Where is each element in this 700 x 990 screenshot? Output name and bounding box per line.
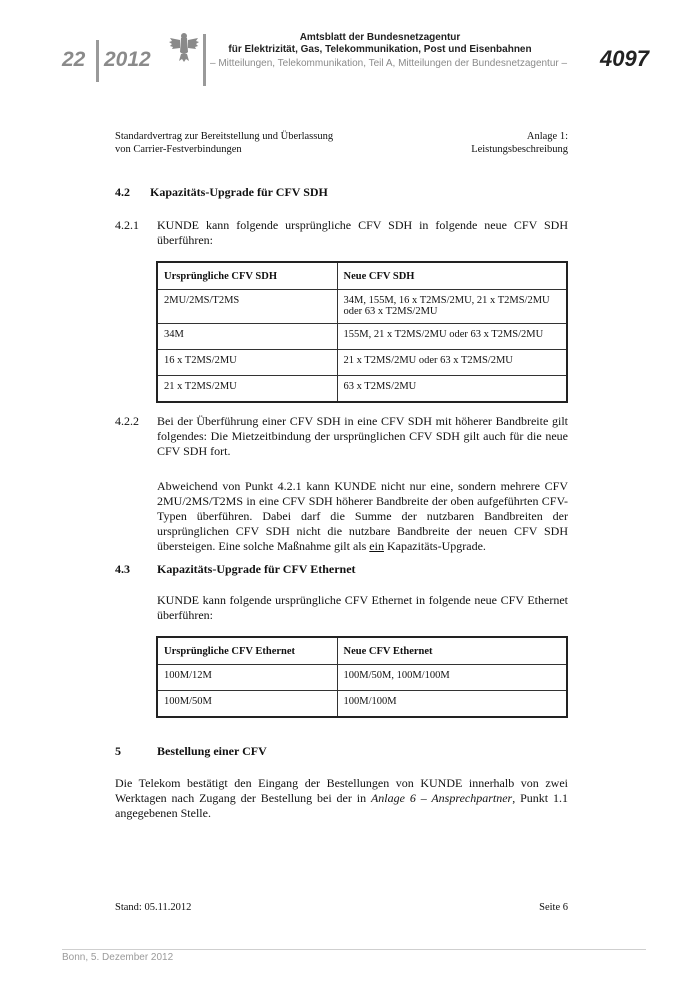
section-number: 5 xyxy=(115,744,121,758)
annex-label-line: Leistungsbeschreibung xyxy=(471,144,568,155)
ethernet-upgrade-table xyxy=(156,636,568,718)
table-cell: 34M, 155M, 16 x T2MS/2MU, 21 x T2MS/2MU oder 63 x T2MS/2MU xyxy=(337,290,567,324)
table-row xyxy=(157,324,567,350)
table-cell: 21 x T2MS/2MU oder 63 x T2MS/2MU xyxy=(337,350,567,376)
publication-place-date: Bonn, 5. Dezember 2012 xyxy=(62,952,174,963)
annex-label xyxy=(471,130,568,156)
table-header-cell: Ursprüngliche CFV Ethernet xyxy=(157,637,337,665)
gazette-title: Amtsblatt der Bundesnetzagentur xyxy=(299,32,461,43)
document-date: Stand: 05.11.2012 xyxy=(115,902,192,913)
paragraph-text: , Punkt 1.1 angegebenen Stelle. xyxy=(115,791,568,820)
table-cell: 34M xyxy=(157,324,337,350)
document-page: Seite 6 xyxy=(539,902,568,913)
table-cell: 63 x T2MS/2MU xyxy=(337,376,567,402)
paragraph: KUNDE kann folgende ursprüngliche CFV SDH in folgende neue CFV SDH überführen: xyxy=(157,218,568,247)
paragraph-text: Abweichend von Punkt 4.2.1 kann KUNDE nicht nur eine, sondern mehrere CFV 2MU/2MS/T2MS in eine CFV SDH höherer Bandbreite der oben aufgeführten CFV-Typen überführen. Dabei darf die Summe der nutzbaren Bandbreiten der ursprünglichen CFV SDH nicht die nutzbare Bandbreite der neuen CFV SDH übersteigen. Eine solche Maßnahme gilt als xyxy=(157,479,568,553)
paragraph xyxy=(157,479,568,554)
footer-divider xyxy=(62,949,646,950)
section-number: 4.3 xyxy=(115,562,130,576)
federal-eagle-icon xyxy=(168,30,200,66)
issue-year: 2012 xyxy=(104,48,151,71)
annex-label-line: Anlage 1: xyxy=(526,131,568,142)
paragraph xyxy=(115,776,568,821)
emphasis-text: ein xyxy=(369,539,384,553)
table-cell: 100M/12M xyxy=(157,665,337,691)
table-cell: 16 x T2MS/2MU xyxy=(157,350,337,376)
table-cell: 100M/50M xyxy=(157,691,337,717)
section-number: 4.2 xyxy=(115,185,130,199)
document-title-line: von Carrier-Festverbindungen xyxy=(115,144,242,155)
sdh-upgrade-table xyxy=(156,261,568,403)
table-header-cell: Neue CFV Ethernet xyxy=(337,637,567,665)
paragraph: Bei der Überführung einer CFV SDH in eine CFV SDH mit höherer Bandbreite gilt folgendes: Die Mietzeitbindung der ursprünglichen CFV SDH gilt auch für die neue CFV SDH fort. xyxy=(157,414,568,458)
table-header-row xyxy=(157,637,567,665)
table-row xyxy=(157,665,567,691)
table-row xyxy=(157,350,567,376)
table-header-row xyxy=(157,262,567,290)
issue-number: 22 xyxy=(62,48,86,71)
table-row xyxy=(157,290,567,324)
gazette-subtitle: für Elektrizität, Gas, Telekommunikation, Post und Eisenbahnen xyxy=(228,44,532,55)
document-title-line: Standardvertrag zur Bereitstellung und Überlassung xyxy=(115,131,334,142)
page-number: 4097 xyxy=(600,46,649,71)
table-cell: 2MU/2MS/T2MS xyxy=(157,290,337,324)
table-header-cell: Ursprüngliche CFV SDH xyxy=(157,262,337,290)
paragraph: KUNDE kann folgende ursprüngliche CFV Ethernet in folgende neue CFV Ethernet überführen: xyxy=(157,593,568,622)
gazette-section: – Mitteilungen, Telekommunikation, Teil A, Mitteilungen der Bundesnetzagentur – xyxy=(210,58,568,69)
section-heading: Bestellung einer CFV xyxy=(157,744,267,758)
section-number: 4.2.2 xyxy=(115,414,139,428)
section-number: 4.2.1 xyxy=(115,218,139,232)
table-header-cell: Neue CFV SDH xyxy=(337,262,567,290)
document-title xyxy=(115,130,333,156)
table-cell: 100M/50M, 100M/100M xyxy=(337,665,567,691)
paragraph-text: Die Telekom bestätigt den Eingang der Bestellungen von KUNDE innerhalb von zwei Werktagen nach Zugang der Bestellung bei der in xyxy=(115,776,568,805)
section-heading: Kapazitäts-Upgrade für CFV Ethernet xyxy=(157,562,356,576)
section-heading: Kapazitäts-Upgrade für CFV SDH xyxy=(150,185,328,199)
table-cell: 155M, 21 x T2MS/2MU oder 63 x T2MS/2MU xyxy=(337,324,567,350)
table-row xyxy=(157,691,567,717)
header-divider xyxy=(96,40,99,82)
table-cell: 21 x T2MS/2MU xyxy=(157,376,337,402)
cross-reference: Anlage 6 – Ansprechpartner xyxy=(370,791,513,805)
table-row xyxy=(157,376,567,402)
table-cell: 100M/100M xyxy=(337,691,567,717)
paragraph-text: Kapazitäts-Upgrade. xyxy=(383,539,486,553)
